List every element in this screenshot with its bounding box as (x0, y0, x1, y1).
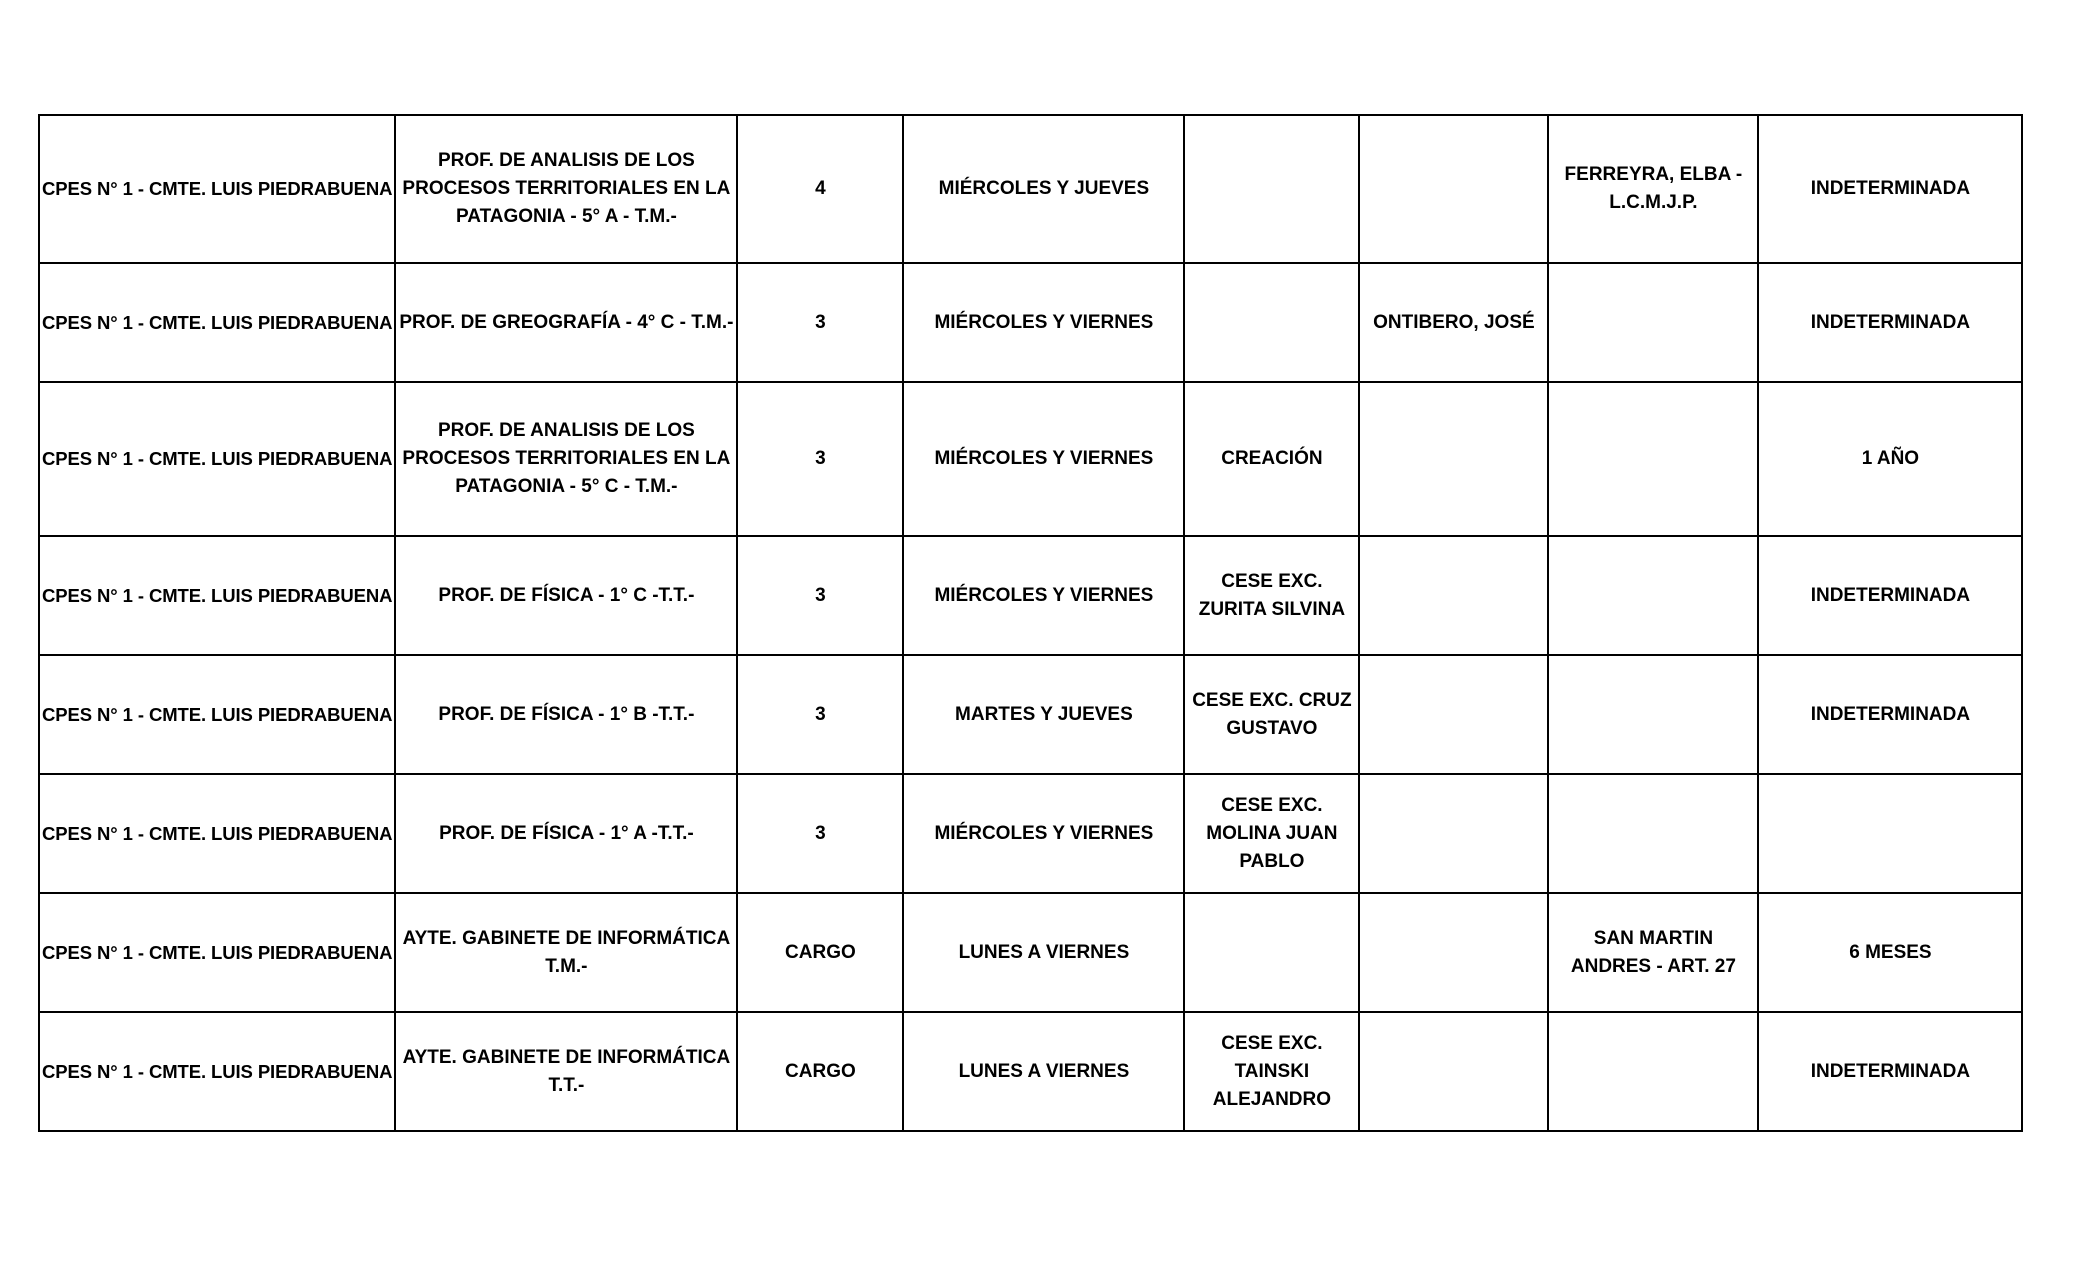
institution-cell: CPES N° 1 - CMTE. LUIS PIEDRABUENA (39, 893, 395, 1012)
table-row (39, 536, 2022, 655)
reason-cell: CREACIÓN (1184, 382, 1359, 536)
position-cell: AYTE. GABINETE DE INFORMÁTICA T.M.- (395, 893, 737, 1012)
duration-cell (1758, 774, 2022, 893)
table-row (39, 115, 2022, 263)
table-row (39, 1012, 2022, 1131)
duration-cell: 6 MESES (1758, 893, 2022, 1012)
institution-cell: CPES N° 1 - CMTE. LUIS PIEDRABUENA (39, 263, 395, 382)
hours-cell: 3 (737, 382, 903, 536)
holder-cell (1359, 536, 1548, 655)
days-cell: LUNES A VIERNES (903, 1012, 1184, 1131)
holder-cell (1359, 382, 1548, 536)
duration-cell: INDETERMINADA (1758, 115, 2022, 263)
reason-cell: CESE EXC. ZURITA SILVINA (1184, 536, 1359, 655)
holder-cell (1359, 655, 1548, 774)
institution-cell: CPES N° 1 - CMTE. LUIS PIEDRABUENA (39, 1012, 395, 1131)
position-cell: AYTE. GABINETE DE INFORMÁTICA T.T.- (395, 1012, 737, 1131)
position-cell: PROF. DE ANALISIS DE LOS PROCESOS TERRITORIALES EN LA PATAGONIA - 5° C - T.M.- (395, 382, 737, 536)
days-cell: MIÉRCOLES Y VIERNES (903, 536, 1184, 655)
hours-cell: 3 (737, 536, 903, 655)
table-row (39, 655, 2022, 774)
hours-cell: 3 (737, 774, 903, 893)
reason-cell (1184, 115, 1359, 263)
days-cell: MIÉRCOLES Y VIERNES (903, 774, 1184, 893)
institution-cell: CPES N° 1 - CMTE. LUIS PIEDRABUENA (39, 115, 395, 263)
reason-cell: CESE EXC. TAINSKI ALEJANDRO (1184, 1012, 1359, 1131)
days-cell: LUNES A VIERNES (903, 893, 1184, 1012)
duration-cell: INDETERMINADA (1758, 536, 2022, 655)
institution-cell: CPES N° 1 - CMTE. LUIS PIEDRABUENA (39, 774, 395, 893)
holder-cell: ONTIBERO, JOSÉ (1359, 263, 1548, 382)
days-cell: MIÉRCOLES Y JUEVES (903, 115, 1184, 263)
reason-cell (1184, 263, 1359, 382)
replacement-cell (1548, 263, 1758, 382)
position-cell: PROF. DE FÍSICA - 1° C -T.T.- (395, 536, 737, 655)
vacancies-table (38, 114, 2023, 1132)
table-row (39, 382, 2022, 536)
hours-cell: 3 (737, 263, 903, 382)
replacement-cell (1548, 774, 1758, 893)
reason-cell (1184, 893, 1359, 1012)
days-cell: MIÉRCOLES Y VIERNES (903, 263, 1184, 382)
holder-cell (1359, 1012, 1548, 1131)
holder-cell (1359, 893, 1548, 1012)
holder-cell (1359, 774, 1548, 893)
days-cell: MARTES Y JUEVES (903, 655, 1184, 774)
duration-cell: INDETERMINADA (1758, 655, 2022, 774)
institution-cell: CPES N° 1 - CMTE. LUIS PIEDRABUENA (39, 382, 395, 536)
hours-cell: CARGO (737, 1012, 903, 1131)
replacement-cell (1548, 382, 1758, 536)
position-cell: PROF. DE FÍSICA - 1° B -T.T.- (395, 655, 737, 774)
hours-cell: CARGO (737, 893, 903, 1012)
reason-cell: CESE EXC. MOLINA JUAN PABLO (1184, 774, 1359, 893)
institution-cell: CPES N° 1 - CMTE. LUIS PIEDRABUENA (39, 536, 395, 655)
duration-cell: 1 AÑO (1758, 382, 2022, 536)
replacement-cell (1548, 1012, 1758, 1131)
hours-cell: 4 (737, 115, 903, 263)
replacement-cell: FERREYRA, ELBA - L.C.M.J.P. (1548, 115, 1758, 263)
table-row (39, 263, 2022, 382)
replacement-cell: SAN MARTIN ANDRES - ART. 27 (1548, 893, 1758, 1012)
replacement-cell (1548, 536, 1758, 655)
reason-cell: CESE EXC. CRUZ GUSTAVO (1184, 655, 1359, 774)
duration-cell: INDETERMINADA (1758, 263, 2022, 382)
hours-cell: 3 (737, 655, 903, 774)
days-cell: MIÉRCOLES Y VIERNES (903, 382, 1184, 536)
replacement-cell (1548, 655, 1758, 774)
position-cell: PROF. DE FÍSICA - 1° A -T.T.- (395, 774, 737, 893)
holder-cell (1359, 115, 1548, 263)
table-row (39, 774, 2022, 893)
institution-cell: CPES N° 1 - CMTE. LUIS PIEDRABUENA (39, 655, 395, 774)
position-cell: PROF. DE GREOGRAFÍA - 4° C - T.M.- (395, 263, 737, 382)
position-cell: PROF. DE ANALISIS DE LOS PROCESOS TERRITORIALES EN LA PATAGONIA - 5° A - T.M.- (395, 115, 737, 263)
duration-cell: INDETERMINADA (1758, 1012, 2022, 1131)
table-row (39, 893, 2022, 1012)
